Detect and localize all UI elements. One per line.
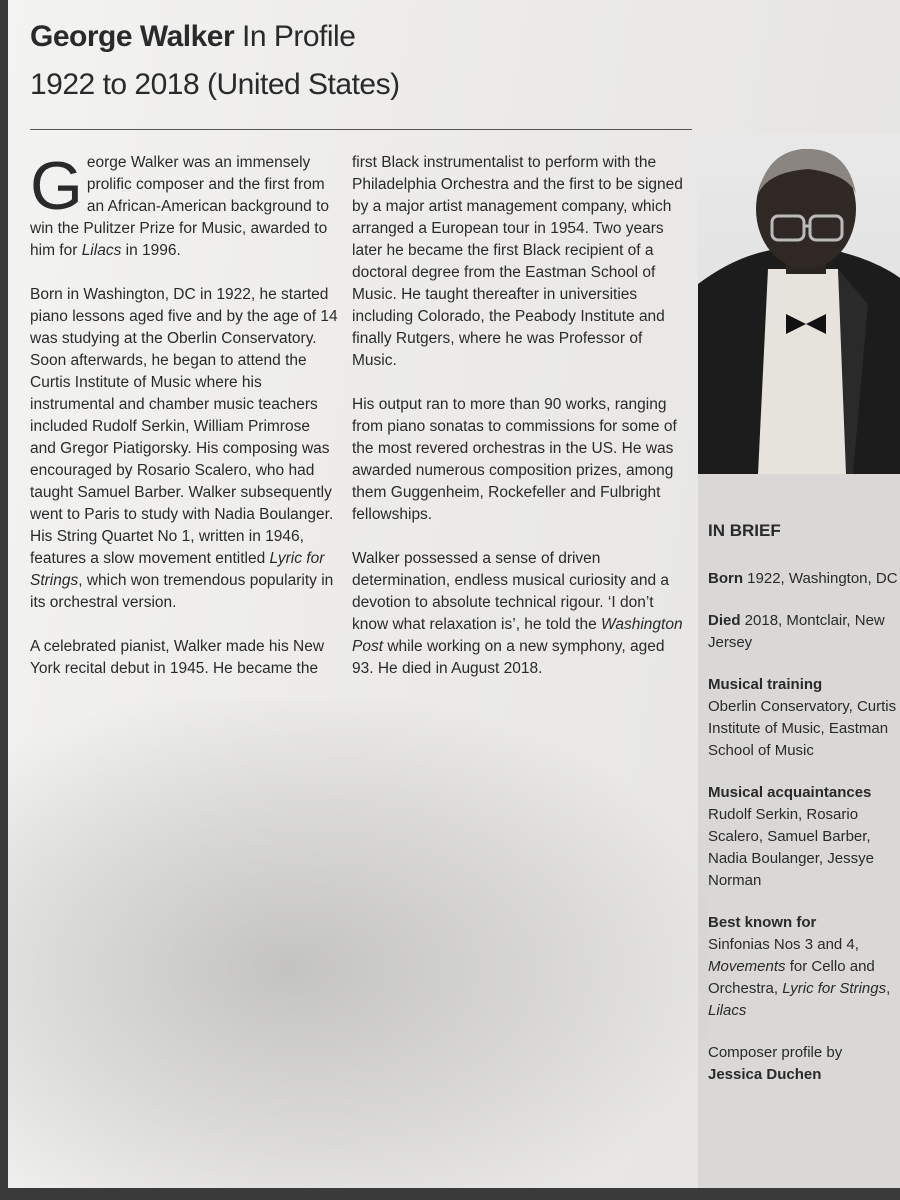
paragraph-early-life [30,284,340,614]
text-run: eorge Walker was an immensely prolific composer and the first from an African-American background to win the Pulitzer Prize for Music, awarded to him for [30,154,330,259]
brief-value: Sinfonias Nos 3 and 4, [708,936,859,953]
italic-title: Lyric for Strings [30,550,325,589]
brief-born [708,568,900,590]
brief-value: Rudolf Serkin, Rosario Scalero, Samuel Barber, Nadia Boulanger, Jessye Norman [708,806,874,889]
brief-label: Musical acquaintances [708,784,872,801]
brief-label: Died [708,612,741,629]
credit-label: Composer profile by [708,1044,843,1061]
brief-died [708,610,900,654]
article-column-1 [30,148,340,702]
italic-title: Lilacs [708,1002,747,1019]
brief-label: Best known for [708,914,817,931]
text-run: , which won tremendous popularity in its orchestral version. [30,572,334,611]
credit-author: Jessica Duchen [708,1066,822,1083]
composer-photo [698,134,900,474]
brief-acquaintances [708,782,900,892]
text-run: in 1996. [121,242,181,259]
magazine-page [8,0,900,1188]
brief-credit [708,1042,900,1086]
brief-value: 1922, Washington, DC [743,570,898,587]
brief-training [708,674,900,762]
paragraph-output: His output ran to more than 90 works, ranging from piano sonatas to commissions for some of the most revered orchestras in the US. He was awarded numerous composition prizes, among them Guggenheim, Rockefeller and Fulbright fellowships. [352,396,677,523]
drop-cap: G [30,148,83,224]
brief-value: for Cello and Orchestra, [708,958,875,997]
paragraph-career: first Black instrumentalist to perform with the Philadelphia Orchestra and the first to be signed by a major artist management company, which arranged a European tour in 1954. Two years later he became the first Black recipient of a doctoral degree from the Eastman School of Music. He taught thereafter in universities including Colorado, the Peabody Institute and finally Rutgers, where he was Professor of Music. [352,154,683,369]
in-brief-panel [708,520,900,1106]
title-divider [30,129,692,130]
page-subtitle: 1922 to 2018 (United States) [30,68,400,101]
brief-label: Born [708,570,743,587]
photo-shadow-overlay [8,700,708,1188]
title-suffix: In Profile [241,20,356,53]
italic-title: Lyric for Strings [782,980,887,997]
italic-title: Movements [708,958,786,975]
in-brief-heading: IN BRIEF [708,521,781,540]
article-column-2 [352,152,687,702]
brief-best-known [708,912,900,1022]
italic-title: Lilacs [81,242,122,259]
composer-name: George Walker [30,20,235,53]
paragraph-intro [30,148,340,262]
brief-value: , [886,980,891,997]
page-title [30,20,355,54]
text-run: while working on a new symphony, aged 93. He died in August 2018. [352,638,665,677]
brief-value: Oberlin Conservatory, Curtis Institute of Music, Eastman School of Music [708,698,897,759]
paragraph-pianist: A celebrated pianist, Walker made his New York recital debut in 1945. He became the [30,638,325,677]
italic-title: Washington Post [352,616,683,655]
brief-label: Musical training [708,676,823,693]
text-run: Born in Washington, DC in 1922, he started piano lessons aged five and by the age of 14 was studying at the Oberlin Conservatory. Soon afterwards, he began to attend the Curtis Institute of Music where his instrumental and chamber music teachers included Rudolf Serkin, William Primrose and Gregor Piatigorsky. His composing was encouraged by Rosario Scalero, who had taught Samuel Barber. Walker subsequently went to Paris to study with Nadia Boulanger. His String Quartet No 1, written in 1946, features a slow movement entitled [30,286,338,567]
brief-value: 2018, Montclair, New Jersey [708,612,885,651]
text-run: Walker possessed a sense of driven determination, endless musical curiosity and a devotion to absolute technical rigour. ‘I don’t know what relaxation is’, he told the [352,550,670,633]
portrait-illustration [698,134,900,474]
paragraph-determination [352,548,687,680]
